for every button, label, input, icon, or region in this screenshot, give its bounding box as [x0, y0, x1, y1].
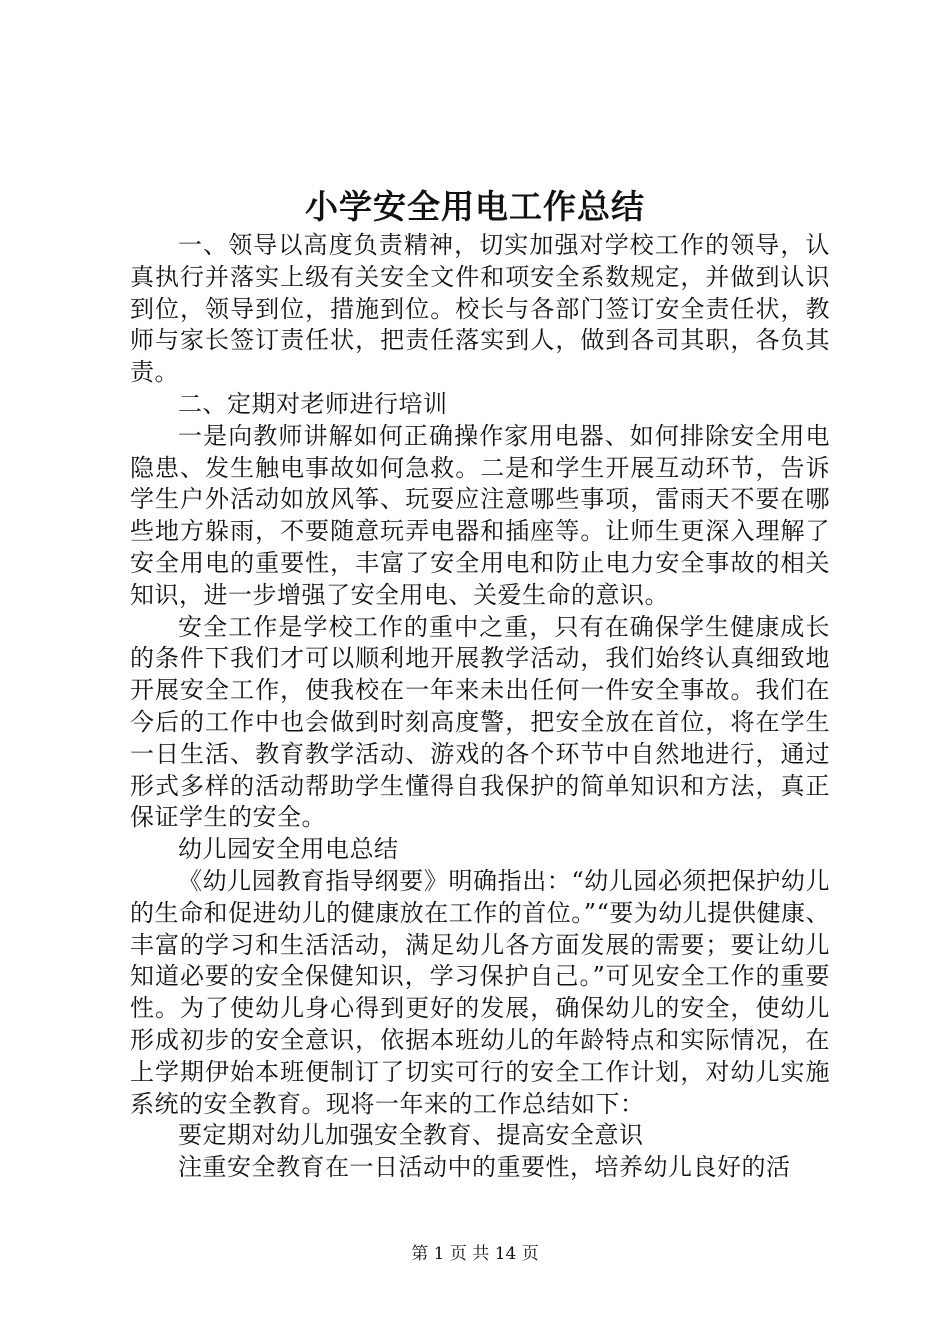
page-footer: 第 1 页 共 14 页: [411, 1244, 539, 1264]
paragraph-leadership: 一、领导以高度负责精神，切实加强对学校工作的领导，认真执行并落实上级有关安全文件和项安全系数规定，并做到认识到位，领导到位，措施到位。校长与各部门签订安全责任状，教师与家长签订责任状，把责任落实到人，做到各司其职，各负其责。: [130, 231, 830, 387]
document-body: [130, 230, 830, 1184]
paragraph-kindergarten-guideline: 《幼儿园教育指导纲要》明确指出：“幼儿园必须把保护幼儿的生命和促进幼儿的健康放在工作的首位。”“要为幼儿提供健康、丰富的学习和生活活动，满足幼儿各方面发展的需要；要让幼儿知道必要的安全保健知识，学习保护自己。”可见安全工作的重要性。为了使幼儿身心得到更好的发展，确保幼儿的安全，使幼儿形成初步的安全意识，依据本班幼儿的年龄特点和实际情况，在上学期伊始本班便制订了切实可行的安全工作计划，对幼儿实施系统的安全教育。现将一年来的工作总结如下：: [130, 866, 830, 1118]
paragraph-daily-activities: 注重安全教育在一日活动中的重要性，培养幼儿良好的活: [178, 1153, 791, 1182]
paragraph-training-details: 一是向教师讲解如何正确操作家用电器、如何排除安全用电隐患、发生触电事故如何急救。二是和学生开展互动环节，告诉学生户外活动如放风筝、玩耍应注意哪些事项，雷雨天不要在哪些地方躲雨，不要随意玩弄电器和插座等。让师生更深入理解了安全用电的重要性，丰富了安全用电和防止电力安全事故的相关知识，进一步增强了安全用电、关爱生命的意识。: [130, 421, 830, 609]
paragraph-heading-kindergarten: 幼儿园安全用电总结: [178, 835, 399, 864]
document-title: 小学安全用电工作总结: [305, 187, 645, 226]
paragraph-heading-education: 要定期对幼儿加强安全教育、提高安全意识: [178, 1121, 644, 1150]
paragraph-heading-training: 二、定期对老师进行培训: [178, 389, 448, 418]
paragraph-safety-priority: 安全工作是学校工作的重中之重，只有在确保学生健康成长的条件下我们才可以顺利地开展教学活动，我们始终认真细致地开展安全工作，使我校在一年来未出任何一件安全事故。我们在今后的工作中也会做到时刻高度警，把安全放在首位，将在学生一日生活、教育教学活动、游戏的各个环节中自然地进行，通过形式多样的活动帮助学生懂得自我保护的简单知识和方法，真正保证学生的安全。: [130, 612, 830, 832]
